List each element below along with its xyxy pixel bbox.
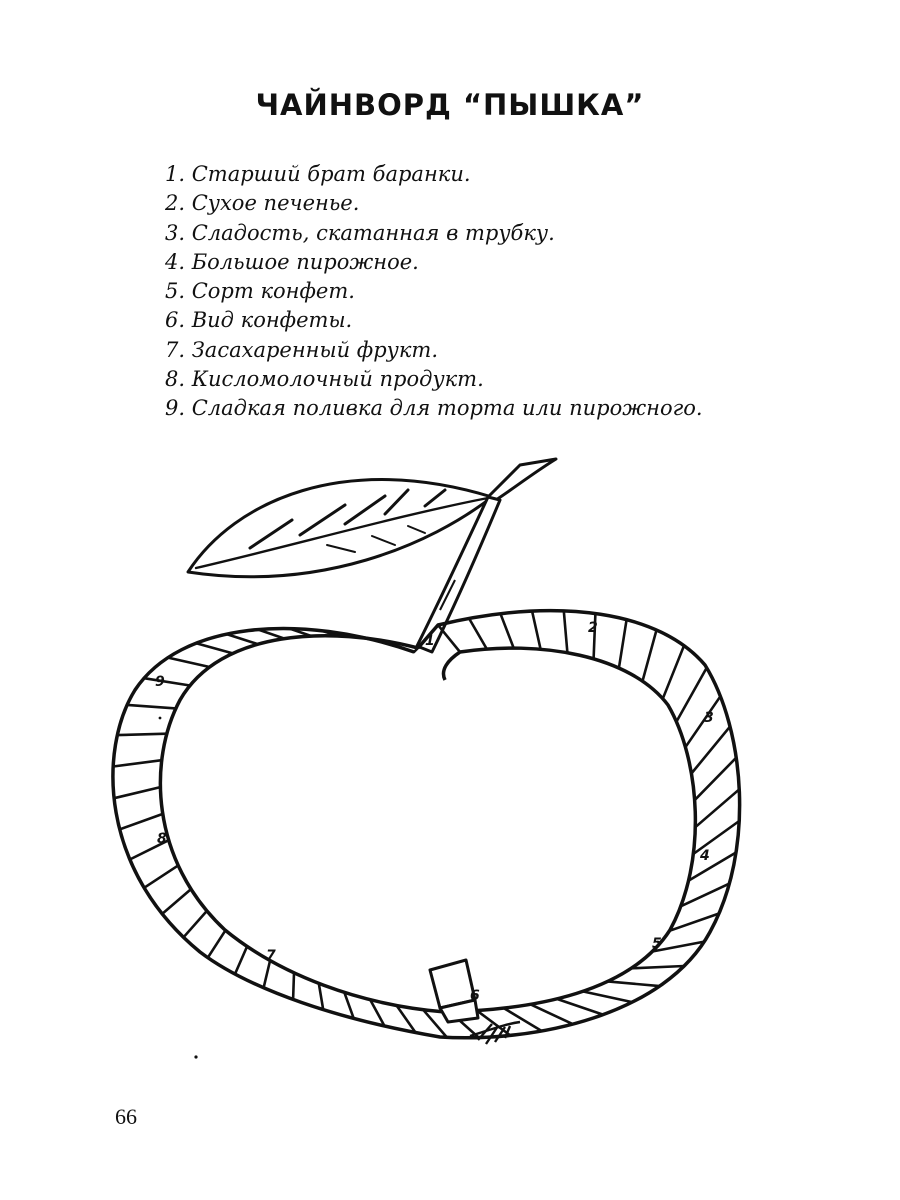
cell-divider <box>319 983 323 1009</box>
cell-divider <box>235 946 247 974</box>
cell-divider <box>144 678 190 685</box>
cell-divider <box>258 630 284 639</box>
clue-item: 2. Сухое печенье. <box>165 191 360 216</box>
clue-item: 3. Сладость, скатанная в трубку. <box>165 220 555 245</box>
cell-divider <box>532 611 541 649</box>
page-title: ЧАЙНВОРД “ПЫШКА” <box>255 88 645 122</box>
cell-divider <box>643 630 657 681</box>
cell-divider <box>631 966 684 968</box>
clue-item: 8. Кисломолочный продукт. <box>165 367 484 392</box>
cell-number-3: 3 <box>704 710 714 726</box>
cell-divider <box>695 789 739 827</box>
cell-number-1: 1 <box>425 633 435 649</box>
cell-divider <box>557 999 603 1015</box>
cell-divider <box>689 853 736 881</box>
cell-divider <box>120 814 163 830</box>
leaf-drawing <box>188 480 492 577</box>
cell-divider <box>583 991 633 1002</box>
cell-divider <box>501 614 514 648</box>
cell-divider <box>196 643 233 653</box>
cell-divider <box>293 973 294 1000</box>
cell-divider <box>676 668 706 722</box>
cell-divider <box>227 634 259 644</box>
cell-number-2: 2 <box>588 620 598 636</box>
crossword-cell-dividers <box>113 611 739 1038</box>
clue-item: 7. Засахаренный фрукт. <box>165 337 438 362</box>
clue-item: 6. Вид конфеты. <box>165 308 353 333</box>
cell-divider <box>530 1004 572 1024</box>
cell-divider <box>144 865 178 887</box>
cell-divider <box>691 727 730 774</box>
cell-number-4: 4 <box>700 848 710 864</box>
cell-divider <box>469 619 487 650</box>
cell-divider <box>208 930 226 957</box>
cell-divider <box>663 646 684 699</box>
ink-speck <box>159 717 162 720</box>
cell-divider <box>685 696 720 747</box>
cell-divider <box>113 760 162 766</box>
cell-divider <box>619 620 627 669</box>
apple-outline <box>113 611 740 1038</box>
clue-item: 5. Сорт конфет. <box>165 279 355 304</box>
clue-item: 4. Большое пирожное. <box>165 249 419 274</box>
cell-divider <box>608 981 660 986</box>
cell-divider <box>384 642 392 643</box>
cell-number-8: 8 <box>157 831 167 847</box>
cell-number-9: 9 <box>155 674 165 690</box>
cell-divider <box>184 911 207 937</box>
cell-divider <box>438 625 460 652</box>
cell-divider <box>162 889 191 914</box>
cell-divider <box>114 787 160 798</box>
ink-speck <box>194 1055 197 1058</box>
cell-divider <box>117 734 167 735</box>
cell-number-7: 7 <box>266 948 276 964</box>
clue-item: 9. Сладкая поливка для торта или пирожного. <box>165 396 703 421</box>
cell-divider <box>564 611 568 653</box>
cell-number-6: 6 <box>470 988 480 1004</box>
cell-divider <box>127 705 176 709</box>
cell-numbers <box>155 620 714 1004</box>
cell-divider <box>264 961 271 988</box>
cell-divider <box>168 658 210 667</box>
cell-number-5: 5 <box>652 936 662 952</box>
page-number: 66 <box>115 1104 137 1129</box>
clue-item: 1. Старший брат баранки. <box>165 162 471 186</box>
